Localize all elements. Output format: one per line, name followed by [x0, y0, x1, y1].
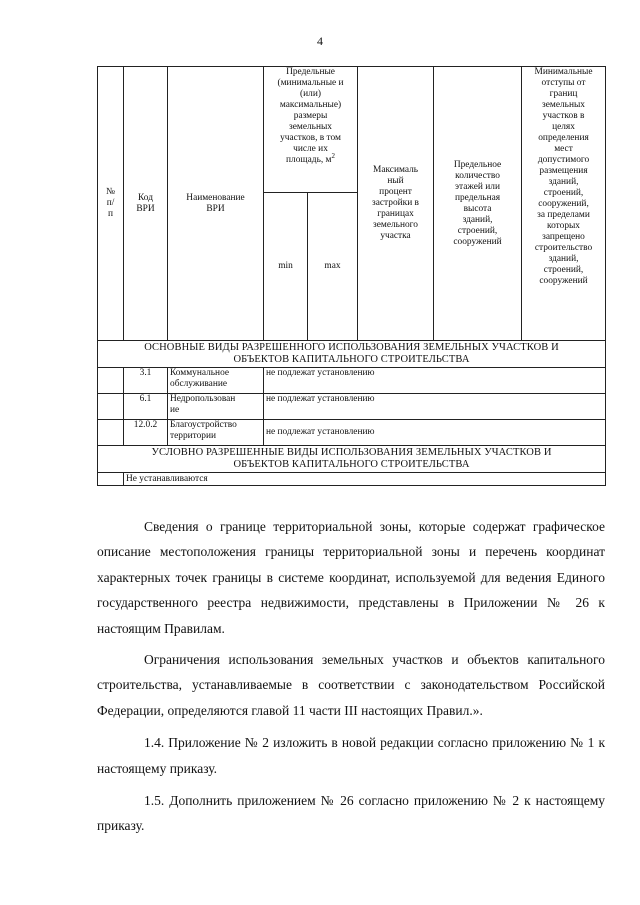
page-number: 4	[317, 34, 323, 48]
row-num	[98, 394, 124, 420]
paragraph: 1.4. Приложение № 2 изложить в новой редакции согласно приложению № 1 к настоящему приказу.	[97, 735, 605, 776]
row-code: 6.1	[124, 394, 168, 420]
section-conditional-heading: УСЛОВНО РАЗРЕШЕННЫЕ ВИДЫ ИСПОЛЬЗОВАНИЯ ЗЕМЕЛЬНЫХ УЧАСТКОВ И ОБЪЕКТОВ КАПИТАЛЬНОГО СТРОИТЕЛЬСТВА	[98, 446, 606, 473]
row-name: Благоустройство территории	[168, 420, 264, 446]
row-name: Недропользован ие	[168, 394, 264, 420]
header-name: Наименование ВРИ	[168, 67, 264, 341]
row-value: не подлежат установлению	[264, 394, 606, 420]
table-row	[98, 368, 606, 394]
paragraph: Ограничения использования земельных участков и объектов капитального строительства, устанавливаемые в соответствии с законодательством Российской Федерации, определяются главой 11 части III настоящих Правил.».	[97, 652, 605, 718]
header-setbacks: Минимальные отступы от границ земельных участков в целях определения мест допустимого размещения зданий, строений, сооружений, за пределами которых запрещено строительство зданий, строений, сооружений	[522, 67, 606, 341]
header-max-percent: Максималь ный процент застройки в границах земельного участка	[358, 67, 434, 341]
header-sizes	[264, 67, 358, 193]
conditional-value: Не устанавливаются	[124, 473, 606, 486]
row-code: 12.0.2	[124, 420, 168, 446]
header-num: № п/ п	[98, 67, 124, 341]
zoning-table	[97, 66, 606, 486]
header-sizes-sup: 2	[331, 151, 335, 160]
section-main-heading: ОСНОВНЫЕ ВИДЫ РАЗРЕШЕННОГО ИСПОЛЬЗОВАНИЯ ЗЕМЕЛЬНЫХ УЧАСТКОВ И ОБЪЕКТОВ КАПИТАЛЬНОГО СТРОИТЕЛЬСТВА	[98, 341, 606, 368]
header-max: max	[308, 193, 358, 341]
header-sizes-text: Предельные (минимальные и (или) максимальные) размеры земельных участков, в том числе их площадь, м	[277, 67, 344, 165]
row-code: 3.1	[124, 368, 168, 394]
row-value: не подлежат установлению	[264, 368, 606, 394]
paragraph: 1.5. Дополнить приложением № 26 согласно приложению № 2 к настоящему приказу.	[97, 793, 605, 834]
header-code: Код ВРИ	[124, 67, 168, 341]
header-floors: Предельное количество этажей или предельная высота зданий, строений, сооружений	[434, 67, 522, 341]
row-value: не подлежат установлению	[264, 420, 606, 446]
table-row	[98, 394, 606, 420]
header-min: min	[264, 193, 308, 341]
paragraph: Сведения о границе территориальной зоны, которые содержат графическое описание местоположения границы территориальной зоны и перечень координат характерных точек границы в системе координат, используемой для ведения Единого государственного реестра недвижимости, представлены в Приложении № 26 к настоящим Правилам.	[97, 519, 605, 636]
row-num	[98, 420, 124, 446]
row-name: Коммунальное обслуживание	[168, 368, 264, 394]
body-text	[97, 514, 605, 839]
table-row	[98, 420, 606, 446]
row-num	[98, 368, 124, 394]
row-num	[98, 473, 124, 486]
